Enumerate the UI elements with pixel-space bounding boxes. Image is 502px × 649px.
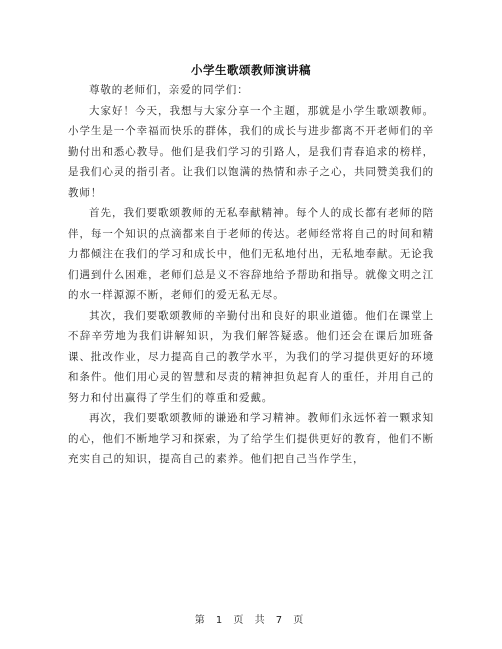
body-paragraph: 其次，我们要歌颂教师的辛勤付出和良好的职业道德。他们在课堂上不辞辛劳地为我们讲解知识，为我们解答疑惑。他们还会在课后加班备课、批改作业，尽力提高自己的教学水平，为我们的学习提供更好的环境和条件。他们用心灵的智慧和尽责的精神担负起育人的重任，并用自己的努力和付出赢得了学生们的尊重和爱戴。 bbox=[68, 309, 434, 404]
body-paragraph: 首先，我们要歌颂教师的无私奉献精神。每个人的成长都有老师的陪伴，每一个知识的点滴都来自于老师的传达。老师经常将自己的时间和精力都倾注在我们的学习和成长中，他们无私地付出，无私地奉献。无论我们遇到什么困难，老师们总是义不容辞地给予帮助和指导。就像文明之江的水一样源源不断，老师们的爱无私无尽。 bbox=[68, 207, 434, 301]
salutation-paragraph: 尊敬的老师们，亲爱的同学们： bbox=[89, 84, 249, 96]
document-title: 小学生歌颂教师演讲稿 bbox=[191, 63, 311, 77]
body-paragraph: 大家好！今天，我想与大家分享一个主题，那就是小学生歌颂教师。小学生是一个幸福而快乐的群体，我们的成长与进步都离不开老师们的辛勤付出和悉心教导。他们是我们学习的引路人，是我们青春追求的榜样，是我们心灵的指引者。让我们以饱满的热情和赤子之心，共同赞美我们的教师！ bbox=[68, 104, 434, 199]
document-body bbox=[68, 80, 434, 470]
page-number-footer: 第 1 页 共 7 页 bbox=[194, 615, 308, 626]
body-paragraph: 再次，我们要歌颂教师的谦逊和学习精神。教师们永远怀着一颗求知的心，他们不断地学习和探索，为了给学生们提供更好的教育，他们不断充实自己的知识，提高自己的素养。他们把自己当作学生， bbox=[68, 412, 434, 465]
